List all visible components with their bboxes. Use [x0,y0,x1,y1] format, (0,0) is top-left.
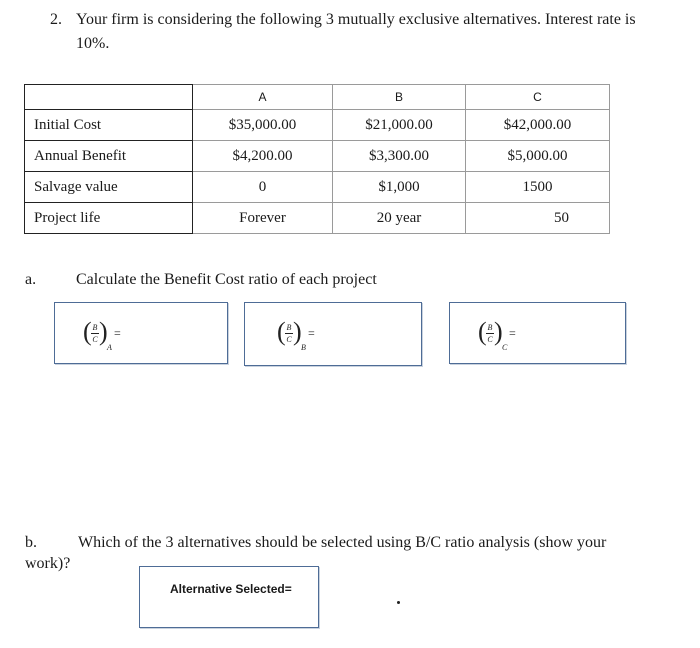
table-row [25,203,610,234]
header-alt-b: B [333,85,466,110]
part-b-prompt-continued: work)? [25,555,71,572]
part-b-prompt: Which of the 3 alternatives should be selected using B/C ratio analysis (show your [78,534,607,551]
part-a-letter: a. [25,271,37,288]
part-a-prompt: Calculate the Benefit Cost ratio of each project [76,271,377,288]
bc-c-subscript: C [502,343,508,352]
bc-b-equals: = [308,326,315,340]
alternatives-table [24,84,610,234]
cell-annual-benefit-c: $5,000.00 [466,141,610,172]
cell-initial-cost-a: $35,000.00 [193,110,333,141]
table-corner-cell [25,85,193,110]
bc-a-numerator: B [92,323,98,332]
bc-a-equals: = [114,326,121,340]
alternative-selected-box[interactable] [139,566,319,628]
cell-salvage-value-b: $1,000 [333,172,466,203]
bc-a-denominator: C [92,335,98,344]
table-row [25,110,610,141]
header-alt-a: A [193,85,333,110]
bc-b-denominator: C [286,335,292,344]
question-number: 2. [50,11,62,28]
bc-b-numerator: B [286,323,292,332]
part-b-letter: b. [25,534,37,551]
table-row [25,141,610,172]
cell-project-life-a: Forever [193,203,333,234]
bc-ratio-c-label: ( B C ) C = [478,317,516,352]
row-label-project-life: Project life [25,203,193,234]
bc-c-numerator: B [487,323,493,332]
cell-project-life-b: 20 year [333,203,466,234]
cell-annual-benefit-a: $4,200.00 [193,141,333,172]
question-line-2: 10%. [76,35,110,52]
cell-initial-cost-b: $21,000.00 [333,110,466,141]
question-line-1: Your firm is considering the following 3 mutually exclusive alternatives. Interest rate is [76,11,636,28]
cell-salvage-value-a: 0 [193,172,333,203]
stray-dot [397,601,400,604]
bc-a-subscript: A [107,343,112,352]
bc-c-equals: = [509,326,516,340]
header-alt-c: C [466,85,610,110]
bc-c-denominator: C [487,335,493,344]
bc-ratio-c-answer-box[interactable] [449,302,626,364]
row-label-annual-benefit: Annual Benefit [25,141,193,172]
bc-ratio-b-label: ( B C ) B = [277,317,315,352]
table-header-row [25,85,610,110]
row-label-initial-cost: Initial Cost [25,110,193,141]
cell-initial-cost-c: $42,000.00 [466,110,610,141]
bc-b-subscript: B [301,343,306,352]
alternative-selected-label: Alternative Selected= [170,582,292,596]
cell-annual-benefit-b: $3,300.00 [333,141,466,172]
row-label-salvage-value: Salvage value [25,172,193,203]
bc-ratio-b-answer-box[interactable] [244,302,422,366]
bc-ratio-a-label: ( B C ) A = [83,317,121,352]
bc-ratio-a-answer-box[interactable] [54,302,228,364]
table-row [25,172,610,203]
cell-salvage-value-c: 1500 [466,172,610,203]
cell-project-life-c: 50 [466,203,610,234]
